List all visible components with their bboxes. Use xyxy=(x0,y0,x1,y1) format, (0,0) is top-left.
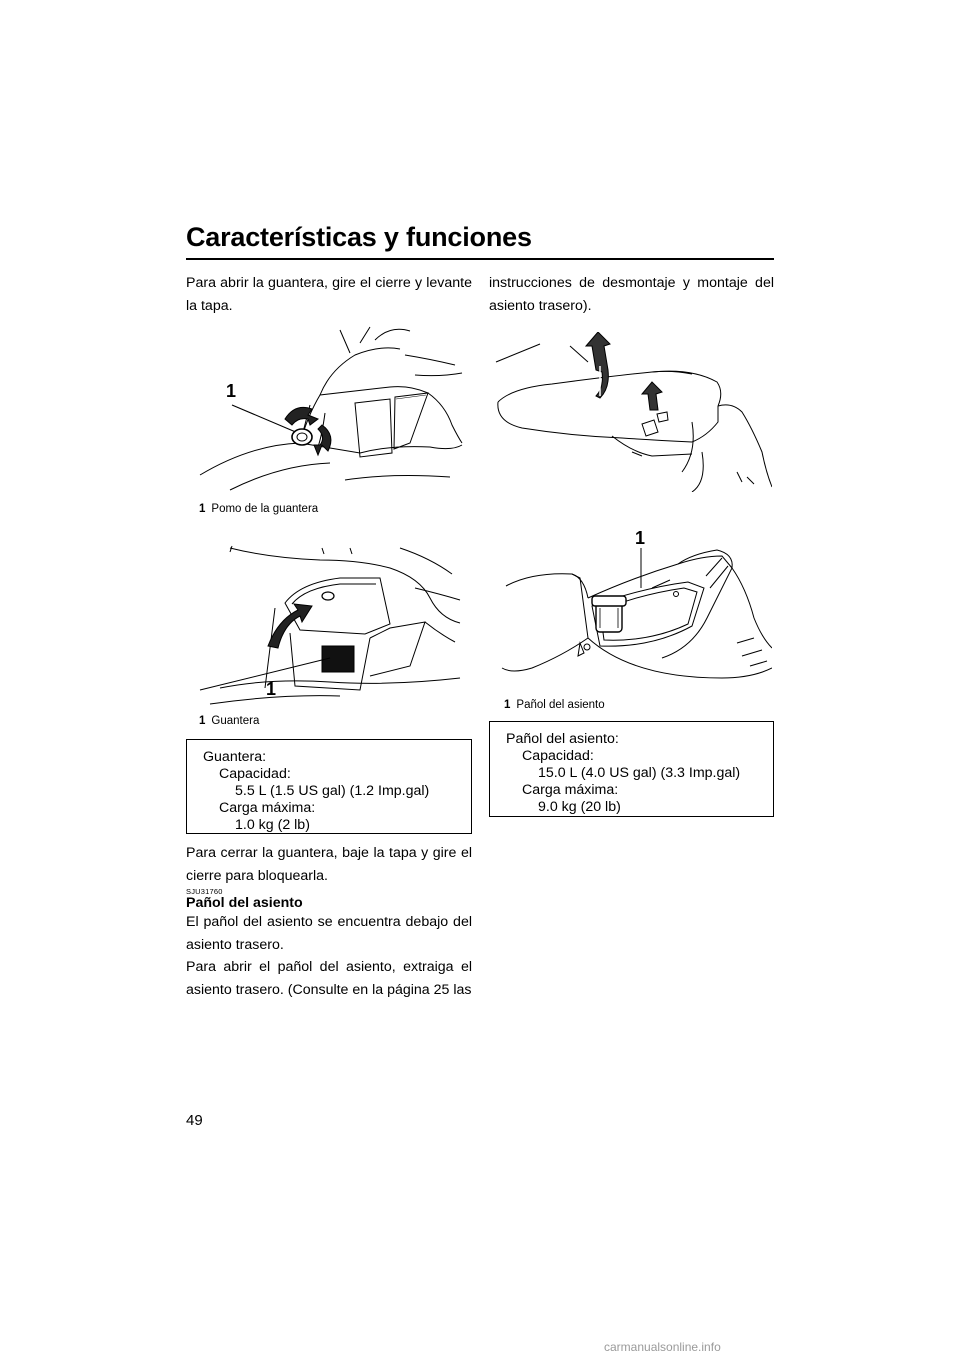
spec-max-load-label: Carga máxima: xyxy=(522,782,619,798)
section-paragraph-2: Para abrir el pañol del asiento, extraiga el asiento trasero. (Consulte en la página 25 las xyxy=(186,959,472,998)
caption-number: 1 xyxy=(199,715,206,727)
spec-box-seat-storage xyxy=(489,721,774,817)
illustration-seat-removal xyxy=(492,332,772,492)
figure2-caption xyxy=(199,715,259,727)
caption-number: 1 xyxy=(504,699,511,711)
caption-text: Pomo de la guantera xyxy=(211,503,319,515)
spec-max-load-value: 9.0 kg (20 lb) xyxy=(538,799,621,815)
spec-max-load-label: Carga máxima: xyxy=(219,800,316,816)
figure-glovebox-open xyxy=(190,538,465,708)
intro-paragraph: Para abrir la guantera, gire el cierre y levante la tapa. xyxy=(186,275,472,314)
figure-seat-storage xyxy=(492,528,772,693)
spec-capacity-label: Capacidad: xyxy=(219,766,291,782)
spec-capacity-value: 5.5 L (1.5 US gal) (1.2 Imp.gal) xyxy=(235,783,430,799)
caption-text: Pañol del asiento xyxy=(516,699,605,711)
illustration-seat-storage xyxy=(492,528,772,693)
spec-max-load-value: 1.0 kg (2 lb) xyxy=(235,817,310,833)
site-watermark[interactable]: carmanualsonline.info xyxy=(604,1340,721,1354)
illustration-glovebox-knob xyxy=(190,325,465,495)
spec-title: Guantera: xyxy=(203,749,267,765)
figure1-caption xyxy=(199,503,318,515)
title-rule xyxy=(186,258,774,260)
page-number: 49 xyxy=(186,1112,203,1129)
callout-1: 1 xyxy=(635,528,646,548)
continuation-paragraph: instrucciones de desmontaje y montaje del asiento trasero). xyxy=(489,275,774,314)
close-paragraph: Para cerrar la guantera, baje la tapa y gire el cierre para bloquearla. xyxy=(186,845,472,884)
section-paragraph-1: El pañol del asiento se encuentra debajo del asiento trasero. xyxy=(186,914,472,953)
page-title: Características y funciones xyxy=(186,222,532,252)
figure4-caption xyxy=(504,699,605,711)
section-code: SJU31760 xyxy=(186,887,223,896)
illustration-glovebox-open xyxy=(190,538,465,708)
figure-glovebox-knob xyxy=(190,325,465,495)
callout-1: 1 xyxy=(226,381,237,401)
spec-capacity-label: Capacidad: xyxy=(522,748,594,764)
spec-capacity-value: 15.0 L (4.0 US gal) (3.3 Imp.gal) xyxy=(538,765,741,781)
figure-seat-removal xyxy=(492,332,772,492)
caption-text: Guantera xyxy=(211,715,260,727)
section-heading: Pañol del asiento xyxy=(186,895,303,911)
callout-1: 1 xyxy=(266,679,277,699)
caption-number: 1 xyxy=(199,503,206,515)
spec-title: Pañol del asiento: xyxy=(506,731,619,747)
spec-box-glovebox xyxy=(186,739,472,834)
